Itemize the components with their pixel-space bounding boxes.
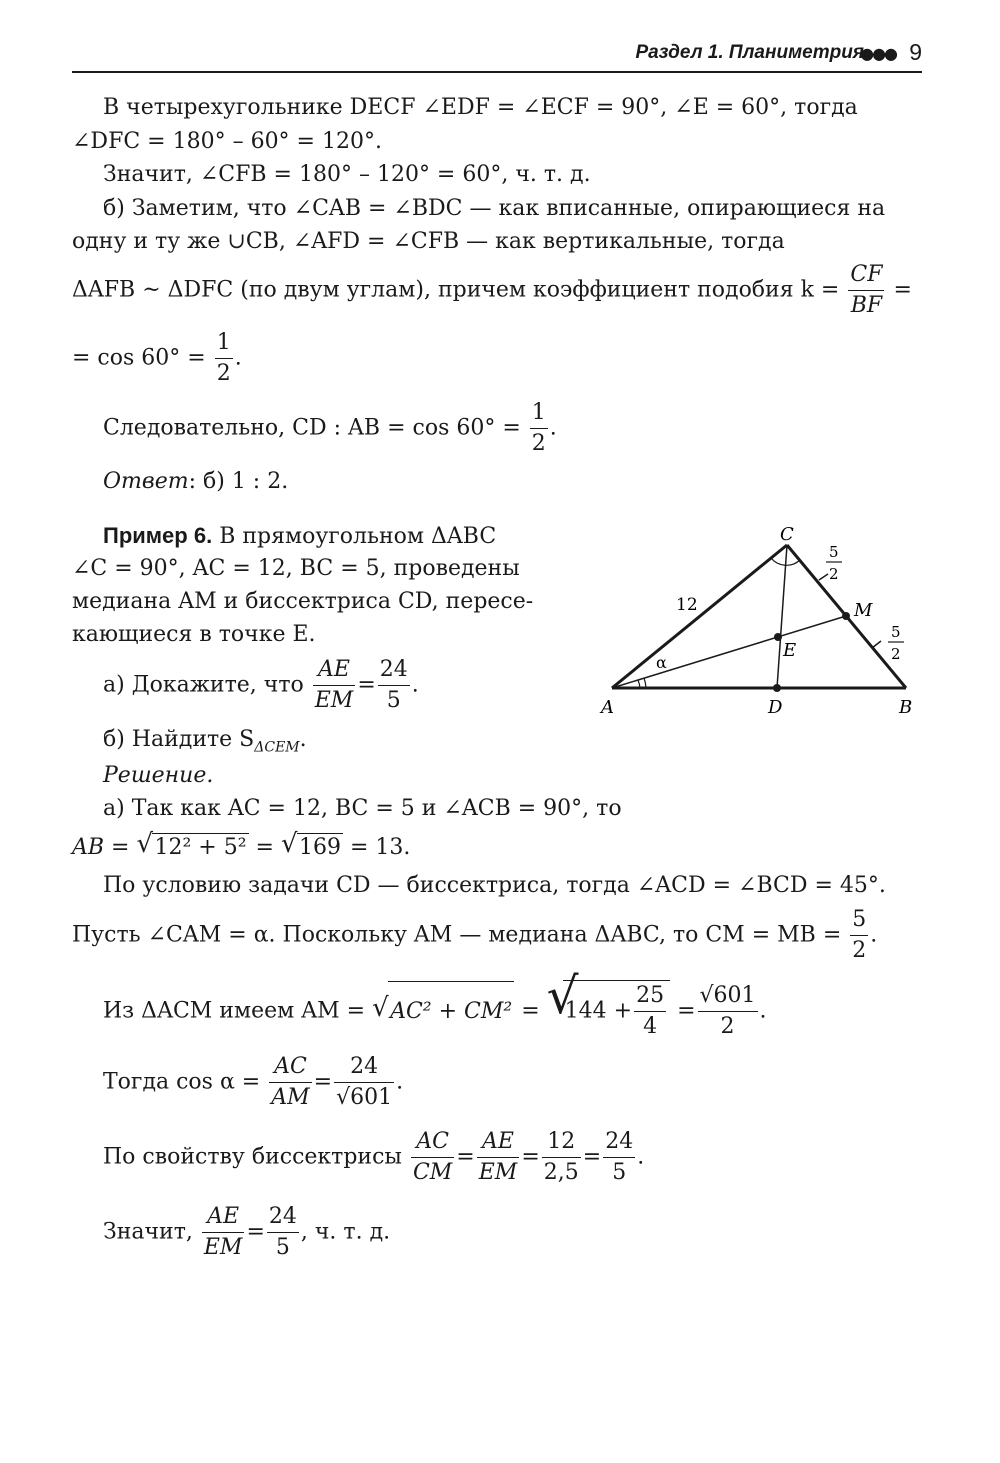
text-line [103,398,922,459]
denominator: AM [271,1085,310,1110]
text-line [72,833,922,862]
tick-mark [819,574,828,580]
fraction [378,655,410,716]
denominator: 5 [612,1160,627,1185]
numerator: 24 [267,1202,299,1233]
numerator: 24 [334,1052,394,1083]
text-line: одну и ту же ∪CB, ∠AFD = ∠CFB — как вертикальные, тогда [72,229,785,254]
equals-sign: = [313,1069,333,1095]
text-segment: . [549,415,557,441]
equals-sign: = [456,1144,475,1170]
text-segment: ΔAFB ~ ΔDFC (по двум углам), причем коэффициент подобия k = [72,277,840,303]
text-segment: . [299,727,307,752]
text-segment: . [234,345,242,371]
denominator: 2 [852,938,867,963]
numerator: 25 [634,981,666,1012]
fraction [530,398,548,459]
square-root [281,833,343,862]
label-e: E [783,640,797,661]
text-segment: = cos 60° = [72,345,206,371]
numerator: 5 [850,905,868,936]
fraction [202,1202,245,1263]
radicand: 169 [298,835,341,860]
numerator: 1 [215,328,233,359]
text-line: медиана AM и биссектриса CD, пересе- [72,589,534,614]
running-header [72,38,922,72]
text-segment: . [759,998,767,1024]
numerator: 1 [530,398,548,429]
label-a: A [601,697,614,718]
denominator: 2 [720,1014,735,1039]
text-segment: . [396,1069,404,1095]
task-a [103,655,583,716]
numerator: 12 [542,1127,581,1158]
answer-line [103,468,922,496]
answer-text: : б) 1 : 2. [188,469,289,494]
denominator: 2 [531,431,546,456]
example-label: Пример 6. [103,523,213,548]
fraction [477,1127,520,1188]
fraction [542,1127,581,1188]
square-root [547,980,670,1042]
text-line: кающиеся в точке E. [72,622,316,647]
fraction [848,260,884,321]
label-ac-length: 12 [676,595,698,615]
fraction [269,1052,311,1113]
label-alpha: α [656,653,667,672]
equals-sign: = [582,1144,602,1170]
square-root [372,981,514,1042]
square-root [136,833,248,862]
text-segment: Тогда cos α = [103,1069,261,1095]
fraction [215,328,233,389]
denominator: 4 [643,1014,658,1039]
text-segment: а) Докажите, что [103,672,304,698]
solution-heading: Решение. [103,763,214,788]
point-d [773,684,781,692]
equals-sign: = [255,835,274,860]
text-line [103,1052,922,1113]
denominator: EM [203,1235,243,1260]
numerator: AE [202,1202,245,1233]
text-segment: Из ΔACM имеем AM = [103,998,366,1024]
denominator: 2 [216,361,231,386]
label-mb-num: 5 [891,623,901,641]
text-segment: = [893,277,912,303]
radicand: 12² + 5² [154,835,247,860]
denominator: EM [478,1160,518,1185]
text-segment: = 13. [349,835,411,860]
text-line: ∠C = 90°, AC = 12, BC = 5, проведены [72,556,520,581]
text-segment: . [411,672,419,698]
text-segment: . [870,922,878,948]
text-line [103,980,922,1042]
equals-sign: = [521,1144,540,1170]
numerator: 24 [378,655,410,686]
label-cm-den: 2 [829,565,839,583]
text-line [72,905,922,966]
equals-sign: = [246,1219,265,1245]
denominator: 5 [275,1235,290,1260]
fraction [634,981,666,1042]
page-number: 9 [909,39,922,65]
numerator: AE [477,1127,520,1158]
denominator: EM [314,688,354,713]
task-b [103,726,922,761]
equals-sign: = [521,998,540,1024]
text-line [103,1202,922,1263]
header-dots-icon: ●●● [860,44,896,63]
text-line [103,1127,922,1188]
equals-sign: = [357,672,376,698]
section-title: Раздел 1. Планиметрия [635,42,864,63]
text-segment: По свойству биссектрисы [103,1144,402,1170]
answer-label: Ответ [103,469,189,494]
radicand: AC² + CM² [388,981,514,1042]
text-line: а) Так как AC = 12, BC = 5 и ∠ACB = 90°, то [103,796,622,821]
fraction [850,905,868,966]
fraction [603,1127,635,1188]
numerator: 24 [603,1127,635,1158]
fraction [411,1127,454,1188]
text-line: В четырехугольнике DECF ∠EDF = ∠ECF = 90°, ∠E = 60°, тогда [103,95,858,120]
text-segment: В прямоугольном ΔABC [219,524,497,549]
text-line: ∠DFC = 180° – 60° = 120°. [72,129,382,154]
median-am [612,616,846,688]
numerator: AC [269,1052,311,1083]
subscript: ΔCEM [254,739,300,756]
denominator: √601 [336,1085,393,1110]
label-b: B [899,697,913,718]
text-segment: 144 + [564,998,633,1024]
text-segment: б) Найдите S [103,727,255,752]
tick-mark [872,641,881,648]
point-m [842,612,850,620]
fraction [698,981,758,1042]
text-segment: AB = [72,835,130,860]
numerator: AE [313,655,356,686]
text-segment: . [637,1144,645,1170]
text-segment: , ч. т. д. [300,1219,391,1245]
numerator: √601 [698,981,758,1012]
text-line: Значит, ∠CFB = 180° – 120° = 60°, ч. т. д. [103,162,591,187]
fraction [267,1202,299,1263]
numerator: CF [848,260,884,291]
denominator: BF [850,293,883,318]
label-m: M [854,600,873,621]
point-e [774,633,782,641]
bisector-cd [777,545,787,688]
fraction [313,655,356,716]
text-segment: Следовательно, CD : AB = cos 60° = [103,415,521,441]
text-segment: Значит, [103,1219,193,1245]
text-line: б) Заметим, что ∠CAB = ∠BDC — как вписанные, опирающиеся на [103,196,886,221]
denominator: 2,5 [543,1160,579,1185]
denominator: 5 [386,688,401,713]
text-line: По условию задачи CD — биссектриса, тогда ∠ACD = ∠BCD = 45°. [103,873,886,898]
side-ac [612,545,787,688]
fraction [334,1052,394,1113]
text-line [72,260,922,321]
denominator: CM [412,1160,453,1185]
equals-sign: = [677,998,696,1024]
text-line [72,328,922,389]
label-mb-den: 2 [891,645,901,663]
numerator: AC [411,1127,454,1158]
header-rule [72,71,922,73]
label-d: D [768,697,783,718]
label-cm-num: 5 [829,543,839,561]
text-segment: Пусть ∠CAM = α. Поскольку AM — медиана ΔABC, то CM = MB = [72,922,842,948]
radicand [563,980,670,1042]
triangle-diagram [596,520,936,725]
label-c: C [780,524,794,545]
